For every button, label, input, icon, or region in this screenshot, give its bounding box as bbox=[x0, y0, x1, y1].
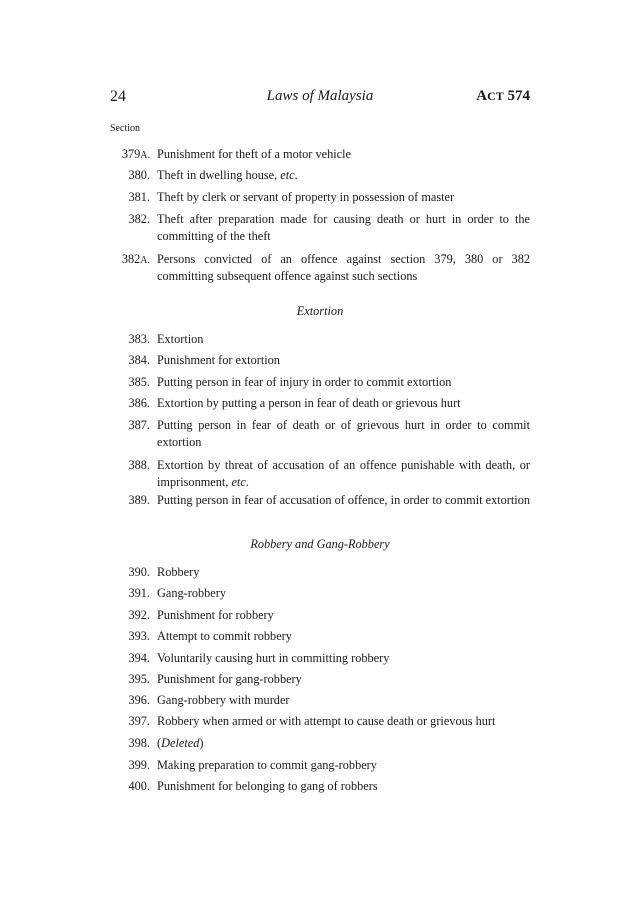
section-number: 393. bbox=[128, 629, 150, 643]
toc-entry bbox=[110, 457, 530, 491]
section-title: Punishment for robbery bbox=[157, 608, 274, 622]
page-header bbox=[110, 88, 530, 110]
heading-robbery: Robbery and Gang-Robbery bbox=[250, 537, 390, 551]
section-number: 387. bbox=[128, 418, 150, 432]
toc-entry bbox=[110, 713, 530, 730]
toc-entry bbox=[110, 189, 530, 206]
section-number: 388. bbox=[128, 458, 150, 472]
toc-entry bbox=[110, 352, 530, 369]
section-title: Voluntarily causing hurt in committing robbery bbox=[157, 651, 390, 665]
section-title: Punishment for extortion bbox=[157, 353, 280, 367]
section-title: Extortion by threat of accusation of an offence punishable with death, or imprisonment, etc. bbox=[157, 458, 530, 489]
section-column-label: Section bbox=[110, 123, 140, 134]
section-title: Robbery when armed or with attempt to cause death or grievous hurt bbox=[157, 714, 496, 728]
section-title: Punishment for belonging to gang of robbers bbox=[157, 779, 378, 793]
section-number: 396. bbox=[128, 693, 150, 707]
section-number: 382. bbox=[128, 212, 150, 226]
section-title: (Deleted) bbox=[157, 736, 204, 750]
section-title: Theft in dwelling house, etc. bbox=[157, 168, 298, 182]
toc-entry bbox=[110, 692, 530, 709]
section-title: Gang-robbery bbox=[157, 586, 226, 600]
toc-entry bbox=[110, 778, 530, 795]
section-title: Extortion bbox=[157, 332, 204, 346]
section-number: 379A. bbox=[121, 147, 150, 161]
toc-entry bbox=[110, 735, 530, 752]
section-number: 391. bbox=[128, 586, 150, 600]
toc-entry bbox=[110, 628, 530, 645]
section-title: Robbery bbox=[157, 565, 200, 579]
section-number: 382A. bbox=[121, 252, 150, 266]
section-number: 399. bbox=[128, 758, 150, 772]
section-number: 381. bbox=[128, 190, 150, 204]
section-number: 395. bbox=[128, 672, 150, 686]
section-title: Putting person in fear of death or of grievous hurt in order to commit extortion bbox=[157, 418, 530, 449]
toc-entry bbox=[110, 607, 530, 624]
section-title: Attempt to commit robbery bbox=[157, 629, 292, 643]
section-number: 386. bbox=[128, 396, 150, 410]
section-number: 397. bbox=[128, 714, 150, 728]
section-title: Punishment for theft of a motor vehicle bbox=[157, 147, 351, 161]
section-number: 398. bbox=[128, 736, 150, 750]
section-title: Putting person in fear of accusation of offence, in order to commit extortion bbox=[157, 493, 531, 507]
act-prefix: A bbox=[476, 88, 488, 104]
toc-entry bbox=[110, 671, 530, 688]
page-number: 24 bbox=[110, 88, 126, 105]
toc-entry bbox=[110, 331, 530, 348]
section-number: 400. bbox=[128, 779, 150, 793]
section-title: Theft after preparation made for causing death or hurt in order to the committing of the theft bbox=[157, 212, 530, 243]
toc-entry bbox=[110, 564, 530, 581]
heading-extortion: Extortion bbox=[296, 304, 344, 318]
toc-entry bbox=[110, 167, 530, 184]
section-number: 390. bbox=[128, 565, 150, 579]
toc-entry bbox=[110, 650, 530, 667]
toc-entry bbox=[110, 374, 530, 391]
section-number: 383. bbox=[128, 332, 150, 346]
toc-entry bbox=[110, 757, 530, 774]
toc-entry bbox=[110, 146, 530, 163]
section-title: Persons convicted of an offence against section 379, 380 or 382 committing subsequent offence against such sections bbox=[157, 252, 530, 283]
section-number: 394. bbox=[128, 651, 150, 665]
toc-entry bbox=[110, 417, 530, 451]
running-title: Laws of Malaysia bbox=[266, 88, 374, 104]
act-num: 574 bbox=[503, 88, 530, 104]
section-title: Punishment for gang-robbery bbox=[157, 672, 302, 686]
section-title: Making preparation to commit gang-robbery bbox=[157, 758, 377, 772]
section-title: Putting person in fear of injury in order to commit extortion bbox=[157, 375, 452, 389]
section-number: 389. bbox=[128, 493, 150, 507]
toc-entry bbox=[110, 585, 530, 602]
section-number: 392. bbox=[128, 608, 150, 622]
section-title: Extortion by putting a person in fear of death or grievous hurt bbox=[157, 396, 461, 410]
toc-entry bbox=[110, 251, 530, 285]
section-number: 380. bbox=[128, 168, 150, 182]
act-small-caps: CT bbox=[487, 89, 504, 103]
act-number bbox=[476, 88, 530, 105]
toc-entry bbox=[110, 211, 530, 245]
toc-entry bbox=[110, 492, 530, 509]
toc-entry bbox=[110, 395, 530, 412]
section-title: Theft by clerk or servant of property in possession of master bbox=[157, 190, 455, 204]
section-title: Gang-robbery with murder bbox=[157, 693, 290, 707]
section-number: 384. bbox=[128, 353, 150, 367]
section-number: 385. bbox=[128, 375, 150, 389]
